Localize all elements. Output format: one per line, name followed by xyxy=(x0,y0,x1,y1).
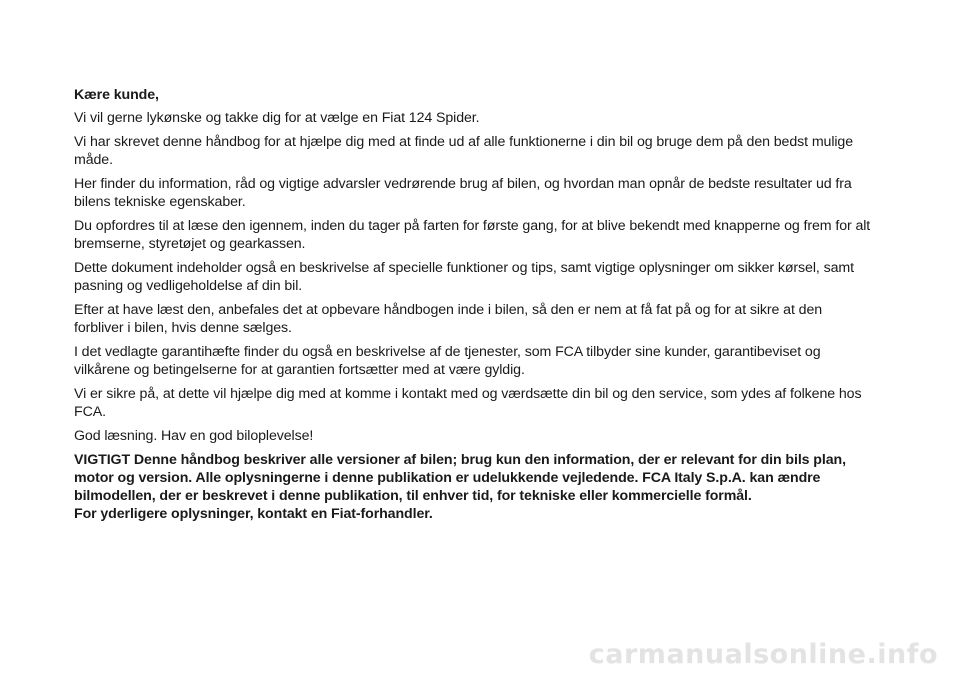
paragraph-congratulations: Vi vil gerne lykønske og takke dig for at vælge en Fiat 124 Spider. xyxy=(74,110,480,126)
letter-body xyxy=(74,86,874,529)
important-notice xyxy=(74,451,874,523)
paragraph-warranty: I det vedlagte garantihæfte finder du også en beskrivelse af de tjenester, som FCA tilbyder sine kunder, garantibeviset og vilkårene og betingelserne for at garantien fortsætter med at være gyldig. xyxy=(74,344,821,378)
paragraph-purpose: Vi har skrevet denne håndbog for at hjælpe dig med at finde ud af alle funktionerne i din bil og bruge dem på den bedst mulige måde. xyxy=(74,134,854,168)
greeting: Kære kunde, xyxy=(74,87,159,103)
paragraph-contents: Her finder du information, råd og vigtige advarsler vedrørende brug af bilen, og hvordan man opnår de bedste resultater ud fra bilens tekniske egenskaber. xyxy=(74,176,852,210)
paragraph-keep-in-car: Efter at have læst den, anbefales det at opbevare håndbogen inde i bilen, så den er nem at få fat på og for at sikre at den forbliver i bilen, hvis denne sælges. xyxy=(74,302,823,336)
paragraph-read-first: Du opfordres til at læse den igennem, inden du tager på farten for første gang, for at blive bekendt med knapperne og frem for alt bremserne, styretøjet og gearkassen. xyxy=(74,218,871,252)
paragraph-document-description: Dette dokument indeholder også en beskrivelse af specielle funktioner og tips, samt vigtige oplysninger om sikker kørsel, samt pasning og vedligeholdelse af din bil. xyxy=(74,260,854,294)
contact-line: For yderligere oplysninger, kontakt en Fiat-forhandler. xyxy=(74,506,433,522)
paragraph-service: Vi er sikre på, at dette vil hjælpe dig med at komme i kontakt med og værdsætte din bil og den service, som ydes af folkene hos FCA. xyxy=(74,386,862,420)
watermark-text: carmanualsonline.info xyxy=(588,639,938,670)
important-notice-text: VIGTIGT Denne håndbog beskriver alle versioner af bilen; brug kun den information, der er relevant for din bils plan, motor og version. Alle oplysningerne i denne publikation er udelukkende vejledende. FCA Italy S.p.A. kan ændre bilmodellen, der er beskrevet i denne publikation, til enhver tid, for tekniske eller kommercielle formål. xyxy=(74,452,846,504)
paragraph-closing: God læsning. Hav en god biloplevelse! xyxy=(74,428,314,444)
